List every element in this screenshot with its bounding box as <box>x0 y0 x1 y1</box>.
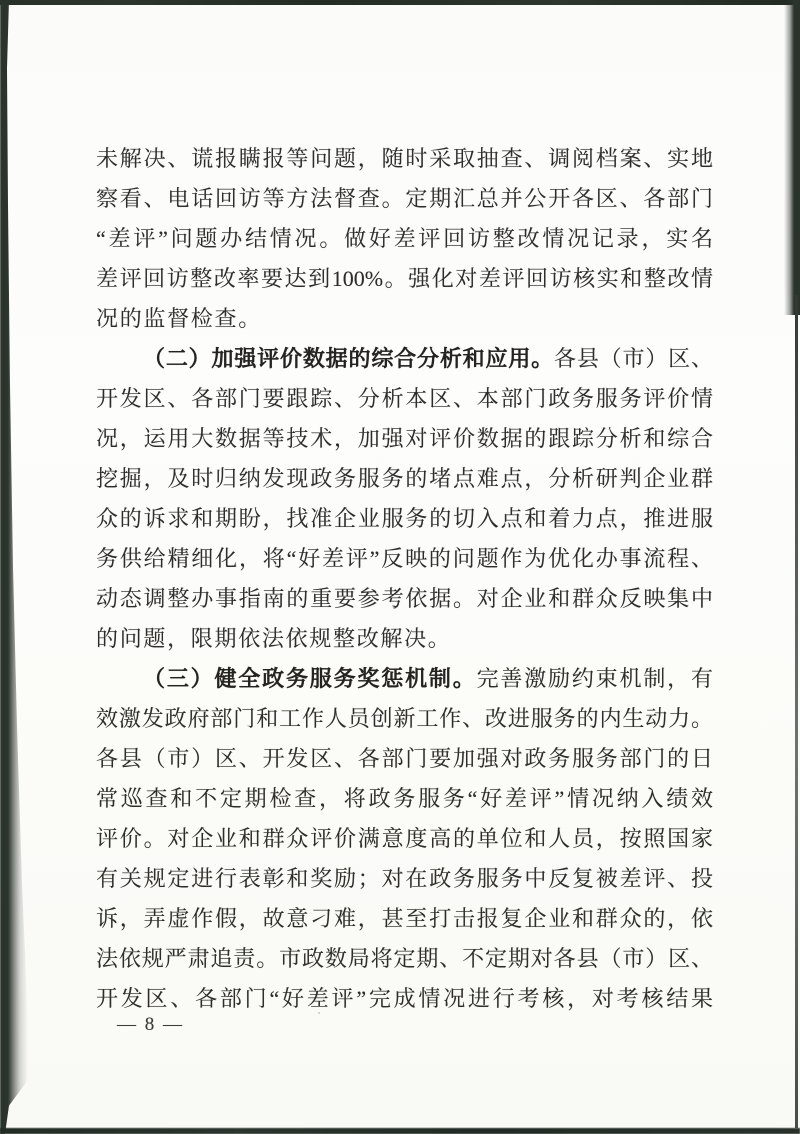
text-line: 评价。对企业和群众评价满意度高的单位和人员，按照国家 <box>96 826 713 851</box>
text-line: 差评回访整改率要达到100%。强化对差评回访核实和整改情 <box>96 266 713 291</box>
text-line: “差评”问题办结情况。做好差评回访整改情况记录，实名 <box>96 226 713 251</box>
scan-edge-top <box>0 0 800 5</box>
text-line: 法依规严肃追责。市政数局将定期、不定期对各县（市）区、 <box>96 946 713 971</box>
text-line: 未解决、谎报瞒报等问题，随时采取抽查、调阅档案、实地 <box>96 146 713 171</box>
text-line: 诉，弄虚作假，故意刁难，甚至打击报复企业和群众的，依 <box>96 906 713 931</box>
line-text: 各县（市）区、 <box>553 346 713 371</box>
scan-edge-right-top <box>784 0 800 315</box>
scan-edge-bottom <box>0 1128 800 1134</box>
scan-edge-right-line <box>795 295 798 1128</box>
text-line: 况的监督检查。 <box>96 306 262 331</box>
page-number: — 8 — <box>117 1014 184 1035</box>
text-line-section-2 <box>96 339 713 379</box>
text-line: 务供给精细化，将“好差评”反映的问题作为优化办事流程、 <box>96 546 713 571</box>
text-line: 的问题，限期依法依规整改解决。 <box>96 626 452 651</box>
text-line: 常巡查和不定期检查，将政务服务“好差评”情况纳入绩效 <box>96 786 713 811</box>
text-line: 开发区、各部门“好差评”完成情况进行考核，对考核结果 <box>96 986 713 1011</box>
text-line: 效激发政府部门和工作人员创新工作、改进服务的内生动力。 <box>96 706 713 731</box>
text-line: 察看、电话回访等方法督查。定期汇总并公开各区、各部门 <box>96 186 713 211</box>
section-heading: （三）健全政务服务奖惩机制。 <box>143 666 477 691</box>
text-line: 有关规定进行表彰和奖励；对在政务服务中反复被差评、投 <box>96 866 713 891</box>
section-heading: （二）加强评价数据的综合分析和应用。 <box>143 346 554 371</box>
scan-edge-left <box>0 0 30 1134</box>
text-line: 各县（市）区、开发区、各部门要加强对政务服务部门的日 <box>96 746 713 771</box>
document-body <box>96 139 713 1019</box>
text-line: 动态调整办事指南的重要参考依据。对企业和群众反映集中 <box>96 586 713 611</box>
text-line: 况，运用大数据等技术，加强对评价数据的跟踪分析和综合 <box>96 426 713 451</box>
line-text: 完善激励约束机制，有 <box>476 666 713 691</box>
text-line: 挖掘，及时归纳发现政务服务的堵点难点，分析研判企业群 <box>96 466 713 491</box>
text-line: 众的诉求和期盼，找准企业服务的切入点和着力点，推进服 <box>96 506 713 531</box>
text-line-section-3 <box>96 659 713 699</box>
text-line: 开发区、各部门要跟踪、分析本区、本部门政务服务评价情 <box>96 386 713 411</box>
